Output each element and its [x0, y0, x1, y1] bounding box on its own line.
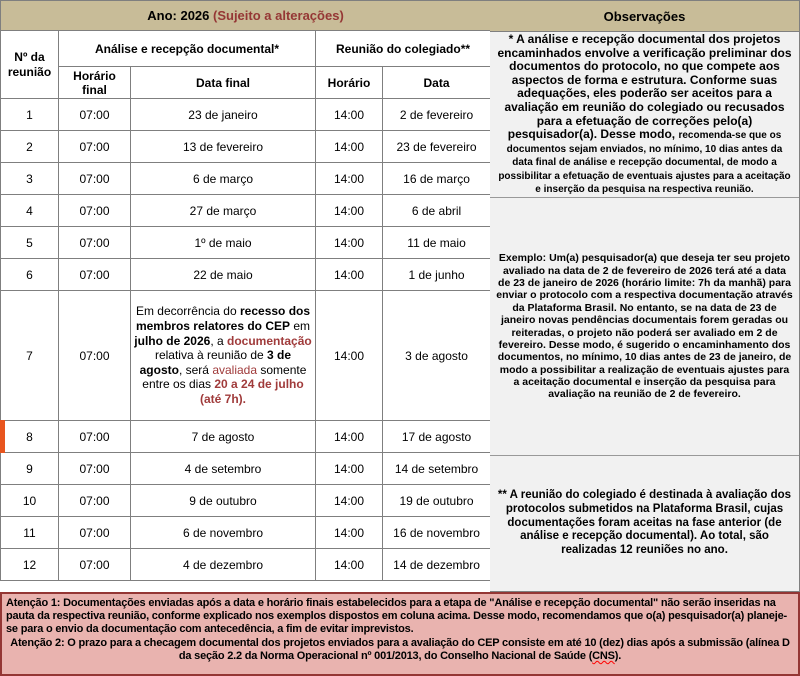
- meeting-time: 14:00: [316, 163, 383, 195]
- meeting-time: 14:00: [316, 517, 383, 549]
- analysis-date: 6 de novembro: [131, 517, 316, 549]
- meeting-date: 1 de junho: [383, 259, 491, 291]
- year-band-cell: [1, 1, 491, 31]
- meeting-number: 6: [1, 259, 59, 291]
- meeting-number: 9: [1, 453, 59, 485]
- table-row: [1, 163, 491, 195]
- header-final-date: Data final: [131, 67, 316, 99]
- header-group-analysis: Análise e recepção documental*: [59, 31, 316, 67]
- table-row: [1, 99, 491, 131]
- analysis-date: 1º de maio: [131, 227, 316, 259]
- meeting-number: 2: [1, 131, 59, 163]
- analysis-time: 07:00: [59, 549, 131, 581]
- table-row: [1, 131, 491, 163]
- table-row: [1, 453, 491, 485]
- header-time: Horário: [316, 67, 383, 99]
- meeting-number: 8: [1, 421, 59, 453]
- table-row: [1, 485, 491, 517]
- meeting-date: 14 de dezembro: [383, 549, 491, 581]
- recess-note-cell: Em decorrência do recesso dos membros relatores do CEP em julho de 2026, a documentação relativa à reunião de 3 de agosto, será avaliada somente entre os dias 20 a 24 de julho (até 7h).: [131, 291, 316, 421]
- observations-column: [490, 0, 800, 592]
- cns-misspell-underline: CNS: [592, 649, 615, 662]
- meeting-number: 11: [1, 517, 59, 549]
- meeting-number: 5: [1, 227, 59, 259]
- meeting-time: 14:00: [316, 227, 383, 259]
- year-label: Ano: 2026: [147, 8, 213, 23]
- meeting-date: 16 de março: [383, 163, 491, 195]
- meeting-time: 14:00: [316, 291, 383, 421]
- header-meeting-number: Nº da reunião: [1, 31, 59, 99]
- analysis-time: 07:00: [59, 517, 131, 549]
- meeting-date: 23 de fevereiro: [383, 131, 491, 163]
- meeting-time: 14:00: [316, 453, 383, 485]
- header-group-collegiate: Reunião do colegiado**: [316, 31, 491, 67]
- meeting-time: 14:00: [316, 99, 383, 131]
- analysis-time: 07:00: [59, 131, 131, 163]
- analysis-time: 07:00: [59, 291, 131, 421]
- attention-2-text: Atenção 2: O prazo para a checagem documental dos projetos enviados para a avaliação do CEP consiste em até 10 (dez) dias após a submissão (alínea D da seção 2.2 da Norma Operacional nº 001/2013, do Conselho Nacional de Saúde (CNS).: [10, 636, 790, 662]
- meeting-date: 2 de fevereiro: [383, 99, 491, 131]
- row-highlight-marker: [0, 420, 5, 453]
- analysis-date: 27 de março: [131, 195, 316, 227]
- analysis-time: 07:00: [59, 259, 131, 291]
- table-row: [1, 227, 491, 259]
- observation-analysis-text: * A análise e recepção documental dos projetos encaminhados envolve a verificação preliminar dos documentos do protocolo, no que compete aos aspectos de forma e estrutura. Conforme suas adequações, eles poderão ser aceitos para a avaliação em reunião do colegiado ou recusados para a efetuação de correções pelo(a) pesquisador(a). Desse modo, recomenda-se que os documentos sejam enviados, no mínimo, 10 dias antes da data final de análise e recepção documental, de modo a possibilitar a efetuação de eventuais ajustes para a aceitação e inserção da pesquisa na respectiva reunião.: [497, 32, 792, 196]
- meeting-time: 14:00: [316, 485, 383, 517]
- analysis-time: 07:00: [59, 99, 131, 131]
- meeting-date: 6 de abril: [383, 195, 491, 227]
- meeting-date: 16 de novembro: [383, 517, 491, 549]
- meeting-time: 14:00: [316, 421, 383, 453]
- meeting-time: 14:00: [316, 549, 383, 581]
- analysis-date: 4 de setembro: [131, 453, 316, 485]
- analysis-date: 6 de março: [131, 163, 316, 195]
- analysis-time: 07:00: [59, 195, 131, 227]
- analysis-date: 13 de fevereiro: [131, 131, 316, 163]
- analysis-date: 23 de janeiro: [131, 99, 316, 131]
- analysis-time: 07:00: [59, 485, 131, 517]
- attention-footer: [0, 592, 800, 676]
- analysis-date: 9 de outubro: [131, 485, 316, 517]
- observations-header: Observações: [490, 1, 799, 32]
- meeting-date: 17 de agosto: [383, 421, 491, 453]
- table-row-recess: [1, 291, 491, 421]
- meeting-number: 12: [1, 549, 59, 581]
- header-date: Data: [383, 67, 491, 99]
- analysis-date: 7 de agosto: [131, 421, 316, 453]
- analysis-time: 07:00: [59, 163, 131, 195]
- meeting-number: 7: [1, 291, 59, 421]
- meeting-date: 14 de setembro: [383, 453, 491, 485]
- meeting-date: 3 de agosto: [383, 291, 491, 421]
- table-row: [1, 259, 491, 291]
- table-row: [1, 517, 491, 549]
- meeting-number: 10: [1, 485, 59, 517]
- observation-analysis-note: [490, 32, 799, 198]
- table-row: [1, 421, 491, 453]
- year-note: (Sujeito a alterações): [213, 8, 344, 23]
- meeting-time: 14:00: [316, 131, 383, 163]
- attention-1-text: Atenção 1: Documentações enviadas após a data e horário finais estabelecidos para a etapa de "Análise e recepção documental" não serão inseridas na pauta da respectiva reunião, conforme explicado nos exemplos dispostos em coluna acima. Desse modo, recomendamos que o(a) pesquisador(a) planeje-se para o envio da documentação com antecedência, a fim de evitar imprevistos.: [6, 597, 787, 636]
- observation-collegiate-note: [490, 456, 799, 591]
- meeting-number: 4: [1, 195, 59, 227]
- meeting-number: 3: [1, 163, 59, 195]
- table-row: [1, 195, 491, 227]
- sub-header-row: [1, 67, 491, 99]
- meeting-number: 1: [1, 99, 59, 131]
- meeting-date: 19 de outubro: [383, 485, 491, 517]
- observation-example-note: [490, 198, 799, 456]
- observation-collegiate-text: ** A reunião do colegiado é destinada à avaliação dos protocolos submetidos na Plataforma Brasil, cujas documentações foram aceitas na fase anterior (de análise e recepção documental). Ao total, são realizadas 12 reuniões no ano.: [497, 489, 792, 557]
- header-final-time: Horário final: [59, 67, 131, 99]
- table-row: [1, 549, 491, 581]
- observation-example-text: Exemplo: Um(a) pesquisador(a) que deseja ter seu projeto avaliado na data de 2 de fevereiro de 2026 terá até a data de 23 de janeiro de 2026 (horário limite: 7h da manhã) para enviar o protocolo com a respectiva documentação através da Plataforma Brasil. No entanto, se na data de 23 de janeiro novas pendências documentais forem geradas ou reiteradas, o projeto não poderá ser avaliado em 2 de fevereiro. Desse modo, é sugerido o encaminhamento dos documentos, no mínimo, 10 dias antes de 23 de janeiro, de modo a possibilitar a realização de eventuais ajustes para a aceitação documental e inserção da pesquisa para avaliação na reunião de 2 de fevereiro.: [496, 252, 793, 401]
- meeting-time: 14:00: [316, 259, 383, 291]
- analysis-time: 07:00: [59, 453, 131, 485]
- year-band: [1, 1, 491, 31]
- group-header-row: [1, 31, 491, 67]
- meeting-time: 14:00: [316, 195, 383, 227]
- analysis-time: 07:00: [59, 227, 131, 259]
- meeting-date: 11 de maio: [383, 227, 491, 259]
- analysis-date: 22 de maio: [131, 259, 316, 291]
- analysis-time: 07:00: [59, 421, 131, 453]
- recess-note-text: Em decorrência do: [135, 304, 240, 319]
- analysis-date: 4 de dezembro: [131, 549, 316, 581]
